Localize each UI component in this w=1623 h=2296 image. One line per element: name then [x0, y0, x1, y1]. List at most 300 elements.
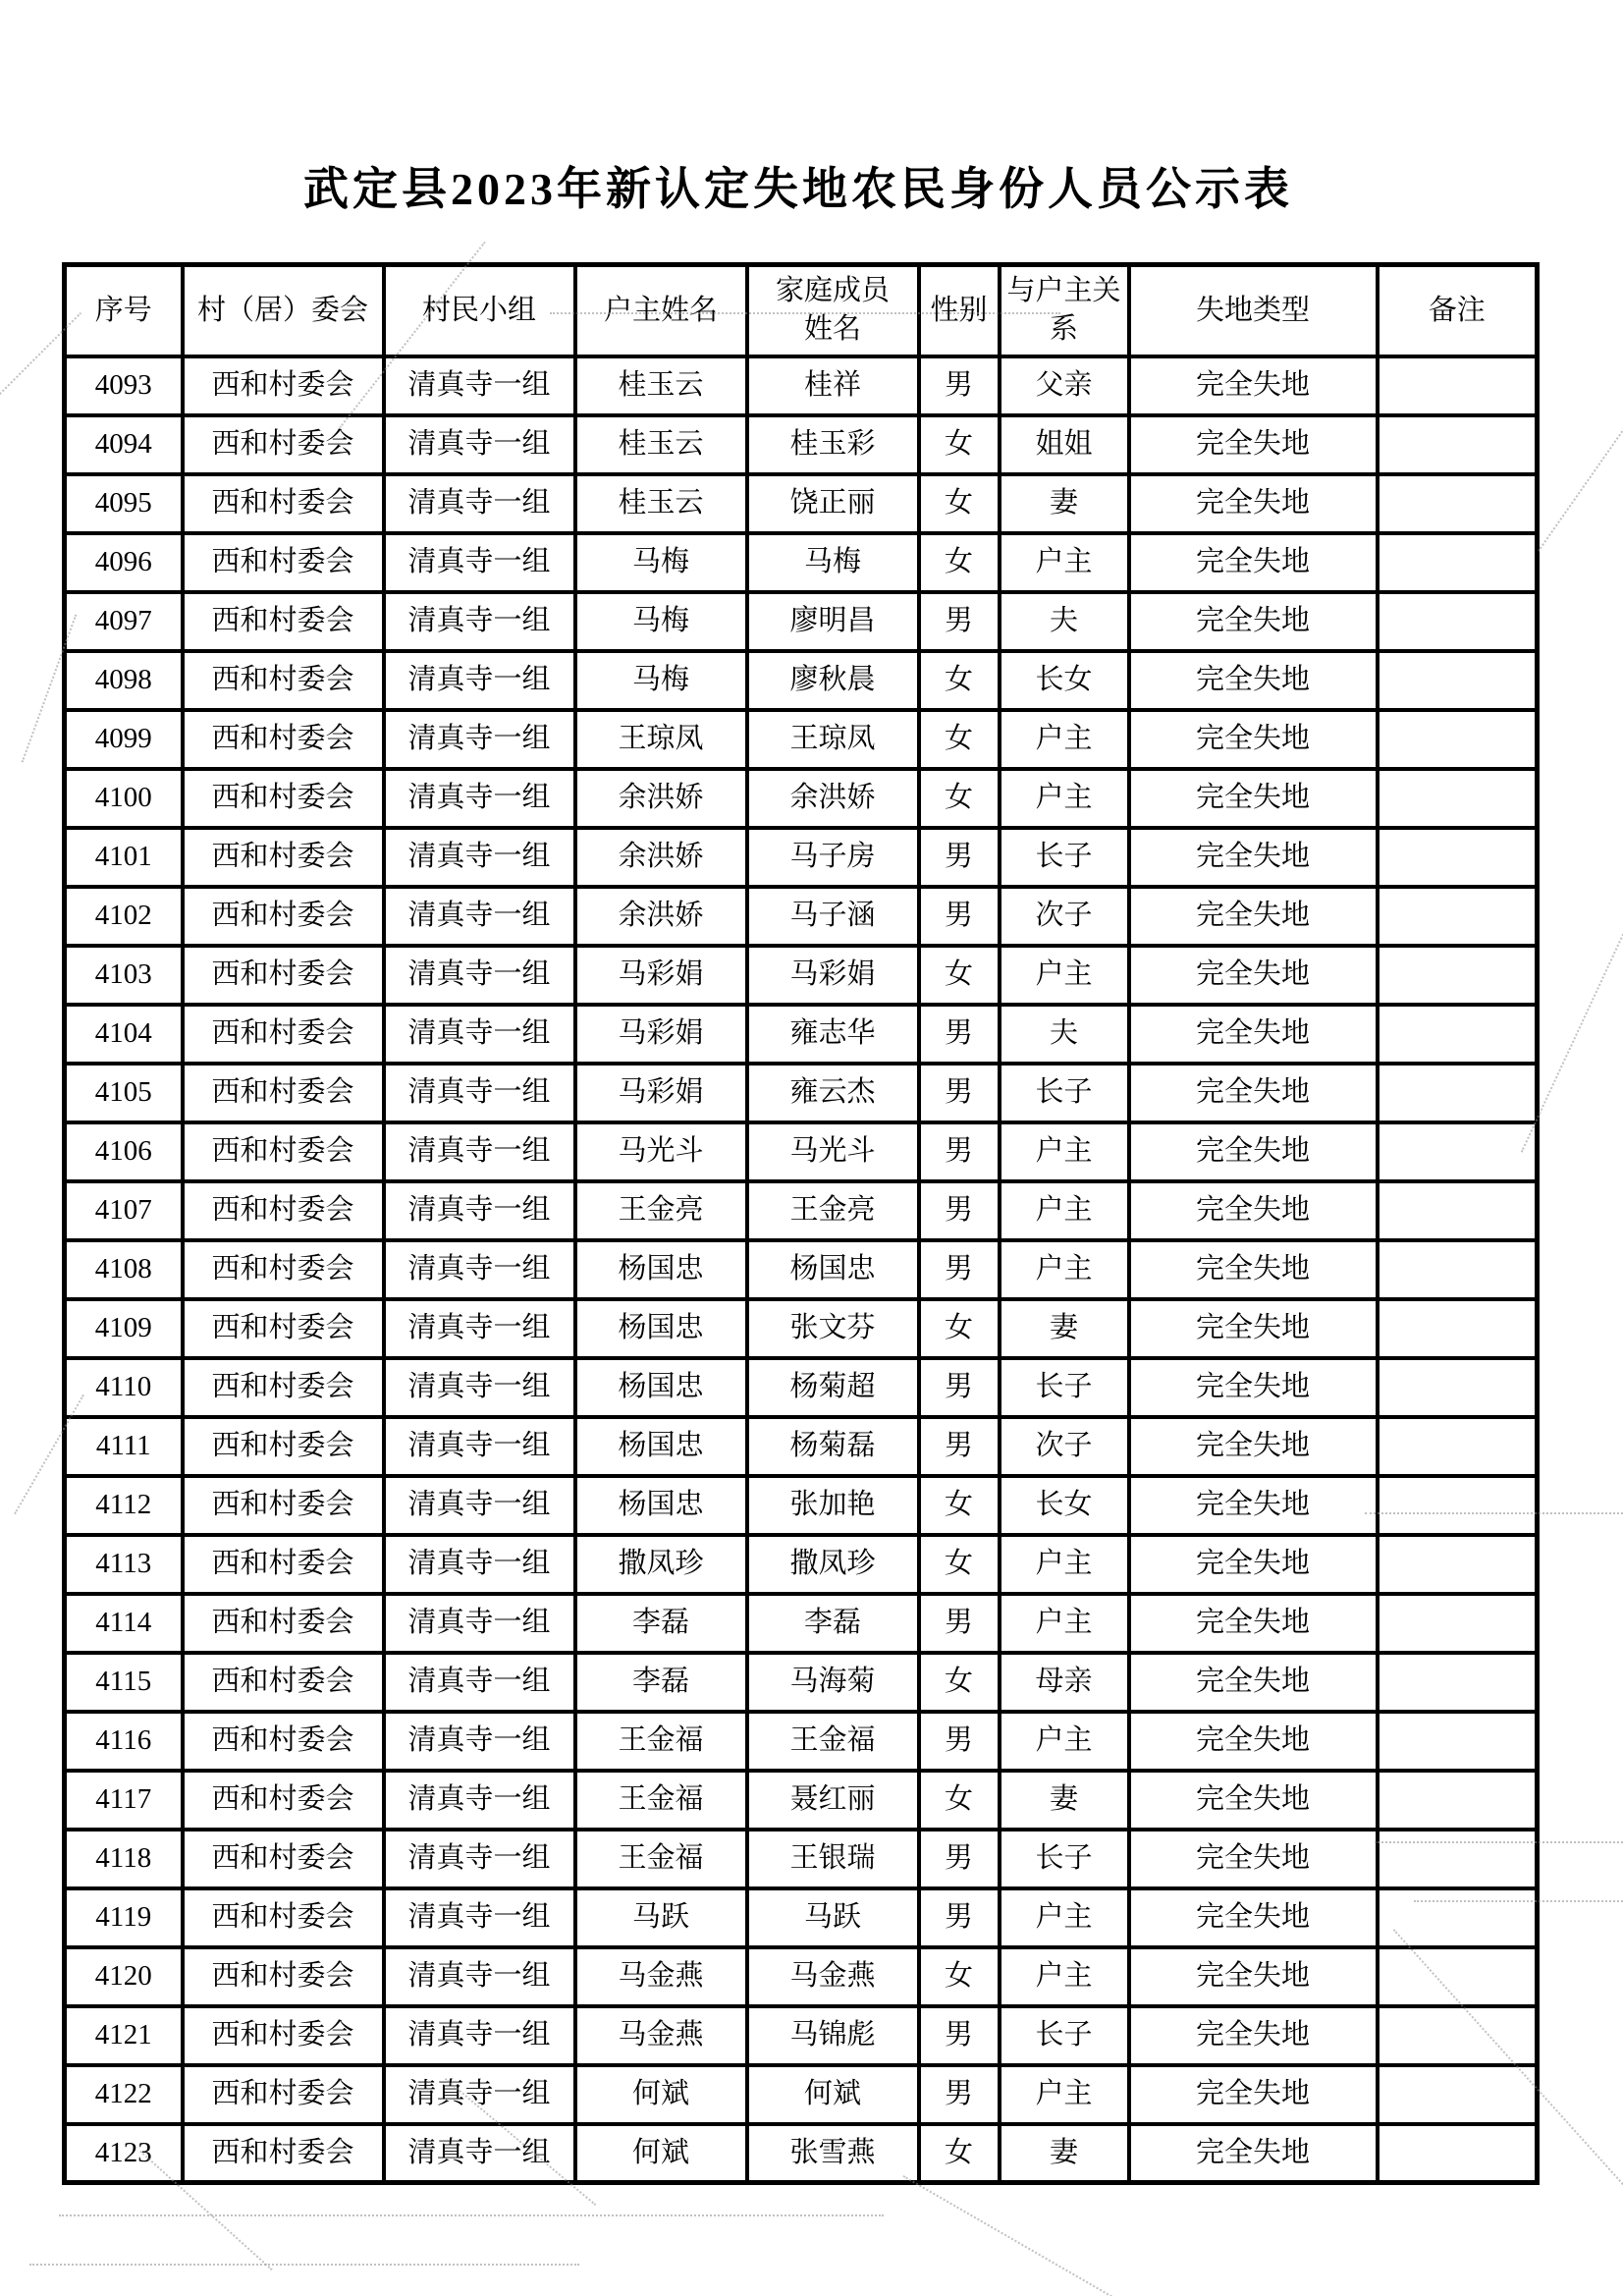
column-header-group — [384, 265, 575, 356]
cell-index: 4119 — [65, 1888, 183, 1947]
cell-remark — [1378, 533, 1538, 592]
cell-head-name: 桂玉云 — [575, 474, 747, 533]
table-row — [65, 1417, 1538, 1476]
cell-committee: 西和村委会 — [183, 769, 384, 828]
cell-head-name: 马金燕 — [575, 1947, 747, 2006]
cell-land-type: 完全失地 — [1129, 1299, 1378, 1358]
cell-committee: 西和村委会 — [183, 1712, 384, 1771]
cell-index: 4096 — [65, 533, 183, 592]
cell-gender: 女 — [919, 651, 1000, 710]
cell-member-name: 王金亮 — [747, 1181, 919, 1240]
cell-index: 4094 — [65, 415, 183, 474]
table-row — [65, 1830, 1538, 1888]
cell-committee: 西和村委会 — [183, 1653, 384, 1712]
cell-land-type: 完全失地 — [1129, 1181, 1378, 1240]
cell-head-name: 杨国忠 — [575, 1476, 747, 1535]
scan-noise-line — [1538, 373, 1623, 551]
table-row — [65, 1005, 1538, 1064]
cell-land-type: 完全失地 — [1129, 1888, 1378, 1947]
scan-noise-line — [903, 2175, 1160, 2296]
cell-land-type: 完全失地 — [1129, 356, 1378, 415]
cell-head-name: 马梅 — [575, 533, 747, 592]
cell-committee: 西和村委会 — [183, 1005, 384, 1064]
cell-land-type: 完全失地 — [1129, 474, 1378, 533]
cell-relation: 长子 — [1000, 828, 1129, 887]
cell-gender: 女 — [919, 1299, 1000, 1358]
cell-group: 清真寺一组 — [384, 1417, 575, 1476]
cell-member-name: 马光斗 — [747, 1122, 919, 1181]
cell-gender: 女 — [919, 474, 1000, 533]
table-row — [65, 2124, 1538, 2183]
cell-committee: 西和村委会 — [183, 710, 384, 769]
cell-member-name: 李磊 — [747, 1594, 919, 1653]
cell-relation: 户主 — [1000, 710, 1129, 769]
column-header-committee — [183, 265, 384, 356]
table-row — [65, 1594, 1538, 1653]
cell-land-type: 完全失地 — [1129, 1064, 1378, 1122]
table-row — [65, 1771, 1538, 1830]
cell-relation: 夫 — [1000, 592, 1129, 651]
cell-group: 清真寺一组 — [384, 533, 575, 592]
cell-index: 4111 — [65, 1417, 183, 1476]
cell-land-type: 完全失地 — [1129, 2006, 1378, 2065]
cell-head-name: 王金福 — [575, 1712, 747, 1771]
cell-committee: 西和村委会 — [183, 2065, 384, 2124]
cell-land-type: 完全失地 — [1129, 1005, 1378, 1064]
cell-member-name: 张文芬 — [747, 1299, 919, 1358]
cell-member-name: 饶正丽 — [747, 474, 919, 533]
cell-gender: 女 — [919, 415, 1000, 474]
cell-remark — [1378, 1005, 1538, 1064]
table-row — [65, 946, 1538, 1005]
cell-index: 4113 — [65, 1535, 183, 1594]
header-label: 家庭成员姓名 — [775, 275, 890, 346]
cell-head-name: 马金燕 — [575, 2006, 747, 2065]
cell-group: 清真寺一组 — [384, 2006, 575, 2065]
cell-gender: 男 — [919, 2006, 1000, 2065]
cell-group: 清真寺一组 — [384, 651, 575, 710]
header-row — [65, 265, 1538, 356]
cell-committee: 西和村委会 — [183, 1358, 384, 1417]
cell-committee: 西和村委会 — [183, 651, 384, 710]
cell-member-name: 廖秋晨 — [747, 651, 919, 710]
cell-gender: 男 — [919, 1594, 1000, 1653]
cell-committee: 西和村委会 — [183, 415, 384, 474]
cell-land-type: 完全失地 — [1129, 1771, 1378, 1830]
cell-relation: 妻 — [1000, 1771, 1129, 1830]
cell-relation: 户主 — [1000, 1240, 1129, 1299]
cell-head-name: 王琼凤 — [575, 710, 747, 769]
cell-gender: 男 — [919, 1064, 1000, 1122]
cell-group: 清真寺一组 — [384, 592, 575, 651]
landless-farmers-table — [62, 262, 1540, 2185]
cell-land-type: 完全失地 — [1129, 1535, 1378, 1594]
cell-remark — [1378, 1299, 1538, 1358]
cell-head-name: 马彩娟 — [575, 946, 747, 1005]
cell-head-name: 马彩娟 — [575, 1064, 747, 1122]
cell-group: 清真寺一组 — [384, 474, 575, 533]
cell-group: 清真寺一组 — [384, 1358, 575, 1417]
header-label: 备注 — [1428, 294, 1486, 326]
table-body — [65, 356, 1538, 2183]
cell-remark — [1378, 710, 1538, 769]
cell-member-name: 马彩娟 — [747, 946, 919, 1005]
cell-member-name: 余洪娇 — [747, 769, 919, 828]
cell-index: 4104 — [65, 1005, 183, 1064]
cell-head-name: 撒凤珍 — [575, 1535, 747, 1594]
cell-index: 4108 — [65, 1240, 183, 1299]
cell-member-name: 马子房 — [747, 828, 919, 887]
cell-relation: 户主 — [1000, 533, 1129, 592]
cell-remark — [1378, 1181, 1538, 1240]
column-header-remark — [1378, 265, 1538, 356]
cell-head-name: 马跃 — [575, 1888, 747, 1947]
table-row — [65, 474, 1538, 533]
cell-remark — [1378, 1771, 1538, 1830]
cell-index: 4109 — [65, 1299, 183, 1358]
cell-member-name: 马跃 — [747, 1888, 919, 1947]
table-row — [65, 828, 1538, 887]
cell-remark — [1378, 356, 1538, 415]
cell-remark — [1378, 1830, 1538, 1888]
cell-land-type: 完全失地 — [1129, 1240, 1378, 1299]
column-header-relation — [1000, 265, 1129, 356]
cell-committee: 西和村委会 — [183, 533, 384, 592]
cell-index: 4097 — [65, 592, 183, 651]
cell-committee: 西和村委会 — [183, 1181, 384, 1240]
cell-member-name: 王金福 — [747, 1712, 919, 1771]
table-row — [65, 651, 1538, 710]
table-row — [65, 533, 1538, 592]
cell-index: 4116 — [65, 1712, 183, 1771]
cell-head-name: 余洪娇 — [575, 828, 747, 887]
cell-land-type: 完全失地 — [1129, 946, 1378, 1005]
column-header-member-name — [747, 265, 919, 356]
cell-member-name: 杨菊磊 — [747, 1417, 919, 1476]
cell-group: 清真寺一组 — [384, 1888, 575, 1947]
cell-committee: 西和村委会 — [183, 1535, 384, 1594]
cell-remark — [1378, 2006, 1538, 2065]
cell-member-name: 雍云杰 — [747, 1064, 919, 1122]
cell-index: 4123 — [65, 2124, 183, 2183]
cell-head-name: 桂玉云 — [575, 415, 747, 474]
cell-head-name: 桂玉云 — [575, 356, 747, 415]
cell-index: 4115 — [65, 1653, 183, 1712]
header-label: 序号 — [94, 294, 152, 326]
cell-land-type: 完全失地 — [1129, 828, 1378, 887]
cell-head-name: 李磊 — [575, 1594, 747, 1653]
cell-gender: 女 — [919, 1476, 1000, 1535]
cell-group: 清真寺一组 — [384, 1476, 575, 1535]
cell-group: 清真寺一组 — [384, 1122, 575, 1181]
column-header-head-name — [575, 265, 747, 356]
cell-remark — [1378, 828, 1538, 887]
cell-group: 清真寺一组 — [384, 1830, 575, 1888]
cell-remark — [1378, 1888, 1538, 1947]
table-row — [65, 1888, 1538, 1947]
cell-remark — [1378, 2124, 1538, 2183]
cell-member-name: 马锦彪 — [747, 2006, 919, 2065]
header-label: 失地类型 — [1195, 294, 1310, 326]
cell-committee: 西和村委会 — [183, 1299, 384, 1358]
cell-committee: 西和村委会 — [183, 1064, 384, 1122]
cell-relation: 户主 — [1000, 946, 1129, 1005]
cell-group: 清真寺一组 — [384, 415, 575, 474]
cell-head-name: 何斌 — [575, 2124, 747, 2183]
cell-index: 4121 — [65, 2006, 183, 2065]
table-row — [65, 769, 1538, 828]
cell-land-type: 完全失地 — [1129, 2065, 1378, 2124]
cell-remark — [1378, 1947, 1538, 2006]
cell-index: 4106 — [65, 1122, 183, 1181]
cell-relation: 户主 — [1000, 1594, 1129, 1653]
cell-committee: 西和村委会 — [183, 1594, 384, 1653]
cell-index: 4100 — [65, 769, 183, 828]
cell-index: 4118 — [65, 1830, 183, 1888]
cell-head-name: 马彩娟 — [575, 1005, 747, 1064]
cell-committee: 西和村委会 — [183, 887, 384, 946]
table-row — [65, 1122, 1538, 1181]
table-row — [65, 356, 1538, 415]
column-header-gender — [919, 265, 1000, 356]
cell-gender: 男 — [919, 1830, 1000, 1888]
scan-noise-line — [59, 2214, 884, 2216]
cell-group: 清真寺一组 — [384, 2065, 575, 2124]
cell-member-name: 王银瑞 — [747, 1830, 919, 1888]
cell-head-name: 王金亮 — [575, 1181, 747, 1240]
cell-land-type: 完全失地 — [1129, 1830, 1378, 1888]
cell-relation: 长子 — [1000, 2006, 1129, 2065]
cell-member-name: 马梅 — [747, 533, 919, 592]
cell-member-name: 桂祥 — [747, 356, 919, 415]
cell-index: 4102 — [65, 887, 183, 946]
cell-member-name: 廖明昌 — [747, 592, 919, 651]
table-row — [65, 887, 1538, 946]
cell-group: 清真寺一组 — [384, 887, 575, 946]
cell-remark — [1378, 1240, 1538, 1299]
cell-group: 清真寺一组 — [384, 1064, 575, 1122]
cell-head-name: 马梅 — [575, 592, 747, 651]
cell-land-type: 完全失地 — [1129, 1712, 1378, 1771]
cell-committee: 西和村委会 — [183, 1122, 384, 1181]
cell-remark — [1378, 1122, 1538, 1181]
table-row — [65, 1653, 1538, 1712]
cell-gender: 男 — [919, 1888, 1000, 1947]
cell-relation: 户主 — [1000, 2065, 1129, 2124]
cell-relation: 长子 — [1000, 1830, 1129, 1888]
cell-index: 4122 — [65, 2065, 183, 2124]
cell-member-name: 马海菊 — [747, 1653, 919, 1712]
cell-member-name: 杨国忠 — [747, 1240, 919, 1299]
cell-index: 4099 — [65, 710, 183, 769]
cell-head-name: 王金福 — [575, 1771, 747, 1830]
cell-land-type: 完全失地 — [1129, 415, 1378, 474]
cell-gender: 男 — [919, 887, 1000, 946]
cell-relation: 户主 — [1000, 1888, 1129, 1947]
cell-index: 4107 — [65, 1181, 183, 1240]
cell-member-name: 何斌 — [747, 2065, 919, 2124]
cell-group: 清真寺一组 — [384, 710, 575, 769]
cell-relation: 妻 — [1000, 1299, 1129, 1358]
cell-member-name: 撒凤珍 — [747, 1535, 919, 1594]
cell-gender: 女 — [919, 1535, 1000, 1594]
cell-index: 4114 — [65, 1594, 183, 1653]
cell-committee: 西和村委会 — [183, 1240, 384, 1299]
table-row — [65, 1947, 1538, 2006]
table-row — [65, 2006, 1538, 2065]
cell-relation: 次子 — [1000, 1417, 1129, 1476]
cell-group: 清真寺一组 — [384, 1535, 575, 1594]
table-row — [65, 1358, 1538, 1417]
cell-remark — [1378, 1594, 1538, 1653]
cell-land-type: 完全失地 — [1129, 769, 1378, 828]
cell-relation: 长女 — [1000, 651, 1129, 710]
cell-gender: 男 — [919, 2065, 1000, 2124]
table-row — [65, 1299, 1538, 1358]
cell-land-type: 完全失地 — [1129, 1594, 1378, 1653]
cell-gender: 男 — [919, 1005, 1000, 1064]
cell-remark — [1378, 1358, 1538, 1417]
cell-group: 清真寺一组 — [384, 1005, 575, 1064]
cell-committee: 西和村委会 — [183, 1476, 384, 1535]
cell-index: 4112 — [65, 1476, 183, 1535]
cell-group: 清真寺一组 — [384, 2124, 575, 2183]
cell-committee: 西和村委会 — [183, 474, 384, 533]
cell-land-type: 完全失地 — [1129, 1947, 1378, 2006]
cell-relation: 父亲 — [1000, 356, 1129, 415]
cell-member-name: 雍志华 — [747, 1005, 919, 1064]
cell-relation: 户主 — [1000, 1535, 1129, 1594]
cell-remark — [1378, 592, 1538, 651]
cell-gender: 女 — [919, 710, 1000, 769]
cell-index: 4120 — [65, 1947, 183, 2006]
cell-relation: 姐姐 — [1000, 415, 1129, 474]
cell-group: 清真寺一组 — [384, 769, 575, 828]
cell-relation: 户主 — [1000, 1181, 1129, 1240]
cell-land-type: 完全失地 — [1129, 533, 1378, 592]
cell-index: 4095 — [65, 474, 183, 533]
cell-member-name: 桂玉彩 — [747, 415, 919, 474]
cell-member-name: 张雪燕 — [747, 2124, 919, 2183]
table-row — [65, 592, 1538, 651]
cell-remark — [1378, 769, 1538, 828]
cell-gender: 男 — [919, 828, 1000, 887]
cell-head-name: 杨国忠 — [575, 1417, 747, 1476]
cell-index: 4103 — [65, 946, 183, 1005]
cell-gender: 女 — [919, 1947, 1000, 2006]
cell-gender: 女 — [919, 946, 1000, 1005]
cell-relation: 户主 — [1000, 769, 1129, 828]
cell-committee: 西和村委会 — [183, 1771, 384, 1830]
cell-group: 清真寺一组 — [384, 1712, 575, 1771]
table-row — [65, 1240, 1538, 1299]
cell-group: 清真寺一组 — [384, 1240, 575, 1299]
cell-relation: 户主 — [1000, 1947, 1129, 2006]
cell-land-type: 完全失地 — [1129, 1653, 1378, 1712]
cell-remark — [1378, 474, 1538, 533]
cell-relation: 长子 — [1000, 1358, 1129, 1417]
cell-relation: 长女 — [1000, 1476, 1129, 1535]
cell-gender: 女 — [919, 1653, 1000, 1712]
cell-member-name: 马子涵 — [747, 887, 919, 946]
cell-index: 4098 — [65, 651, 183, 710]
header-label: 与户主关系 — [1006, 275, 1121, 346]
cell-remark — [1378, 651, 1538, 710]
cell-gender: 男 — [919, 1712, 1000, 1771]
cell-head-name: 马光斗 — [575, 1122, 747, 1181]
cell-land-type: 完全失地 — [1129, 2124, 1378, 2183]
cell-head-name: 余洪娇 — [575, 769, 747, 828]
cell-remark — [1378, 1712, 1538, 1771]
cell-remark — [1378, 1653, 1538, 1712]
table-row — [65, 1712, 1538, 1771]
cell-gender: 女 — [919, 2124, 1000, 2183]
cell-remark — [1378, 1064, 1538, 1122]
cell-committee: 西和村委会 — [183, 1830, 384, 1888]
table-row — [65, 1535, 1538, 1594]
table-row — [65, 1476, 1538, 1535]
cell-relation: 妻 — [1000, 474, 1129, 533]
cell-land-type: 完全失地 — [1129, 1122, 1378, 1181]
cell-gender: 女 — [919, 769, 1000, 828]
table-row — [65, 415, 1538, 474]
cell-head-name: 杨国忠 — [575, 1299, 747, 1358]
table-row — [65, 710, 1538, 769]
table-header — [65, 265, 1538, 356]
column-header-land-type — [1129, 265, 1378, 356]
cell-group: 清真寺一组 — [384, 828, 575, 887]
cell-index: 4093 — [65, 356, 183, 415]
header-label: 户主姓名 — [603, 294, 718, 326]
cell-index: 4105 — [65, 1064, 183, 1122]
cell-head-name: 王金福 — [575, 1830, 747, 1888]
cell-committee: 西和村委会 — [183, 2006, 384, 2065]
cell-relation: 长子 — [1000, 1064, 1129, 1122]
cell-index: 4101 — [65, 828, 183, 887]
cell-group: 清真寺一组 — [384, 356, 575, 415]
scan-noise-line — [29, 2264, 579, 2266]
cell-land-type: 完全失地 — [1129, 710, 1378, 769]
cell-relation: 户主 — [1000, 1712, 1129, 1771]
cell-member-name: 王琼凤 — [747, 710, 919, 769]
cell-gender: 男 — [919, 1358, 1000, 1417]
cell-gender: 女 — [919, 1771, 1000, 1830]
table-row — [65, 1181, 1538, 1240]
cell-committee: 西和村委会 — [183, 1417, 384, 1476]
cell-committee: 西和村委会 — [183, 592, 384, 651]
cell-group: 清真寺一组 — [384, 946, 575, 1005]
cell-committee: 西和村委会 — [183, 828, 384, 887]
cell-relation: 母亲 — [1000, 1653, 1129, 1712]
cell-land-type: 完全失地 — [1129, 651, 1378, 710]
cell-land-type: 完全失地 — [1129, 1476, 1378, 1535]
cell-head-name: 马梅 — [575, 651, 747, 710]
cell-head-name: 李磊 — [575, 1653, 747, 1712]
cell-committee: 西和村委会 — [183, 1947, 384, 2006]
cell-group: 清真寺一组 — [384, 1653, 575, 1712]
header-label: 村（居）委会 — [196, 294, 368, 326]
cell-remark — [1378, 946, 1538, 1005]
cell-land-type: 完全失地 — [1129, 1417, 1378, 1476]
cell-remark — [1378, 887, 1538, 946]
cell-index: 4117 — [65, 1771, 183, 1830]
cell-head-name: 杨国忠 — [575, 1240, 747, 1299]
cell-index: 4110 — [65, 1358, 183, 1417]
cell-remark — [1378, 1476, 1538, 1535]
cell-group: 清真寺一组 — [384, 1771, 575, 1830]
cell-relation: 夫 — [1000, 1005, 1129, 1064]
document-title: 武定县2023年新认定失地农民身份人员公示表 — [303, 164, 1293, 214]
